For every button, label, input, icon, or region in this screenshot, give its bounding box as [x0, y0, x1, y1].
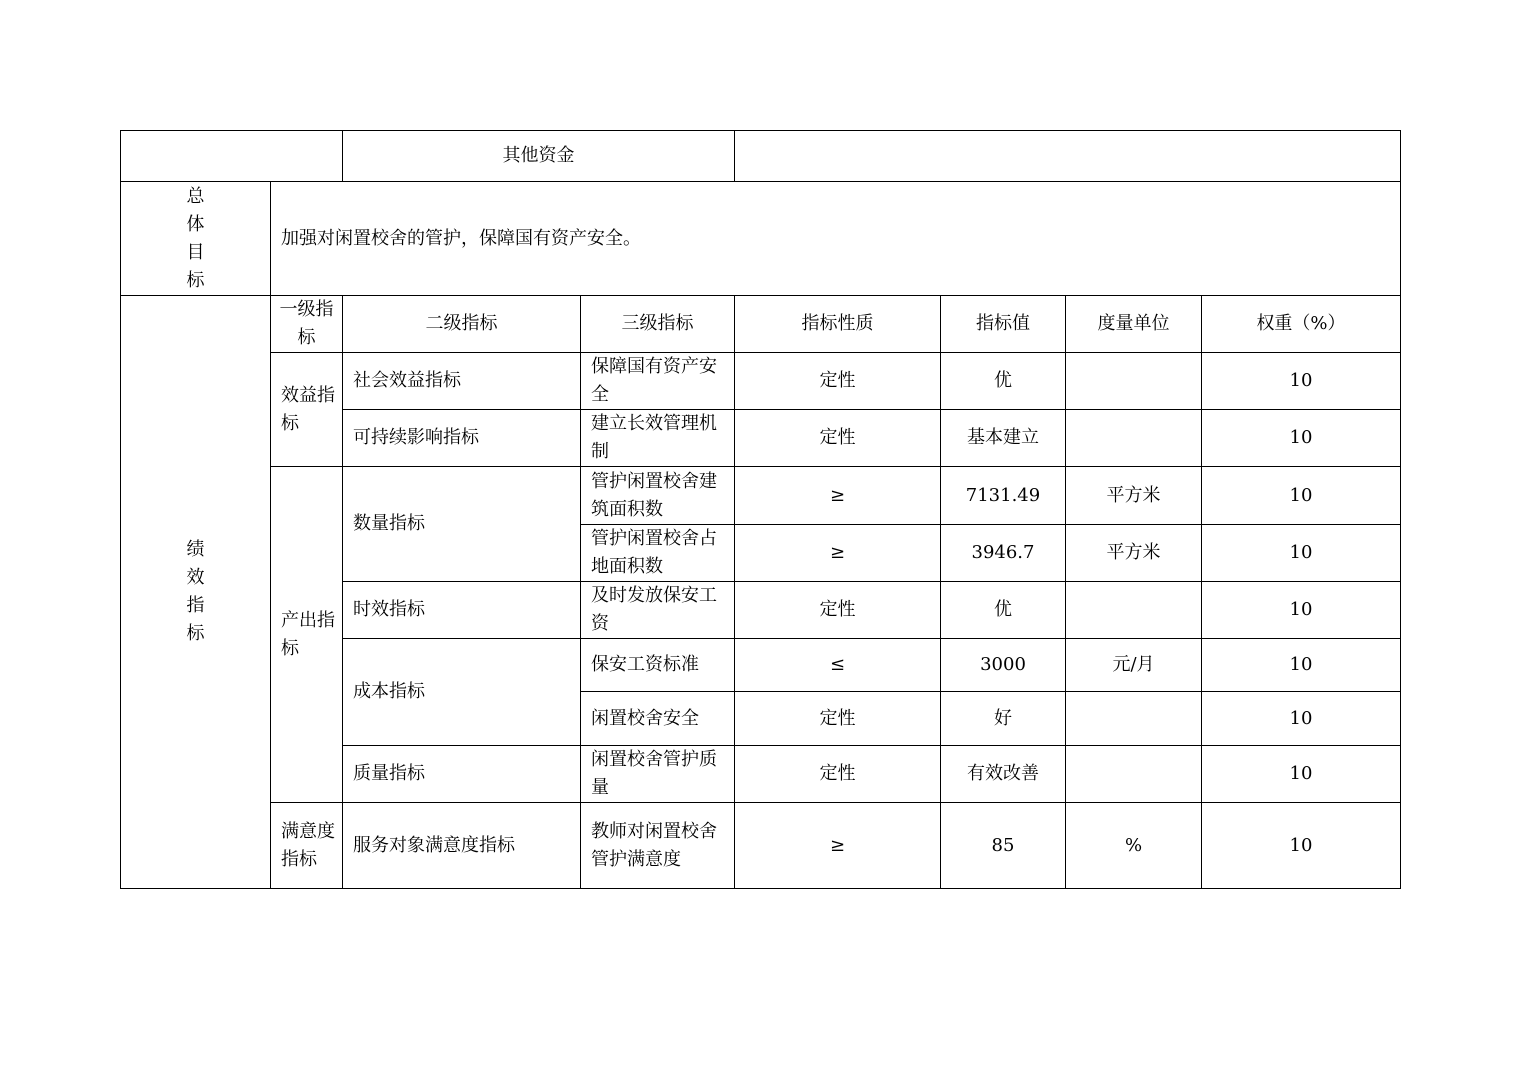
overall-goal-label-char: 体	[186, 213, 205, 235]
value-cell: 优	[941, 582, 1066, 639]
unit-cell: 平方米	[1066, 467, 1202, 525]
unit-cell	[1066, 746, 1202, 803]
table-row	[121, 803, 1401, 889]
unit-cell	[1066, 692, 1202, 746]
overall-goal-label-char: 总	[186, 185, 205, 207]
unit-cell	[1066, 582, 1202, 639]
table-row	[121, 467, 1401, 525]
level3-cell: 及时发放保安工资	[581, 582, 735, 639]
level2-service: 服务对象满意度指标	[343, 803, 581, 889]
performance-table	[120, 130, 1401, 889]
level3-cell: 管护闲置校舍占地面积数	[581, 525, 735, 582]
weight-cell: 10	[1202, 353, 1401, 410]
value-cell: 3946.7	[941, 525, 1066, 582]
performance-label-char: 标	[186, 623, 205, 644]
unit-cell	[1066, 353, 1202, 410]
weight-cell: 10	[1202, 582, 1401, 639]
overall-goal-label-char: 目	[186, 241, 205, 263]
weight-cell: 10	[1202, 410, 1401, 467]
level3-cell: 闲置校舍安全	[581, 692, 735, 746]
funding-empty-cell	[121, 131, 343, 182]
unit-cell: %	[1066, 803, 1202, 889]
overall-goal-label	[121, 182, 271, 296]
table-row	[121, 353, 1401, 410]
level3-cell: 建立长效管理机制	[581, 410, 735, 467]
overall-goal-row	[121, 182, 1401, 296]
level2-social: 社会效益指标	[343, 353, 581, 410]
nature-cell: 定性	[735, 746, 941, 803]
unit-cell	[1066, 410, 1202, 467]
value-cell: 优	[941, 353, 1066, 410]
weight-cell: 10	[1202, 746, 1401, 803]
nature-cell: ≤	[735, 639, 941, 692]
header-unit: 度量单位	[1066, 296, 1202, 353]
level3-cell: 保安工资标准	[581, 639, 735, 692]
value-cell: 好	[941, 692, 1066, 746]
funding-row	[121, 131, 1401, 182]
header-level1: 一级指标	[271, 296, 343, 353]
group-satisfaction: 满意度指标	[271, 803, 343, 889]
nature-cell: ≥	[735, 525, 941, 582]
nature-cell: 定性	[735, 410, 941, 467]
level2-quality: 质量指标	[343, 746, 581, 803]
level3-cell: 保障国有资产安全	[581, 353, 735, 410]
value-cell: 85	[941, 803, 1066, 889]
value-cell: 基本建立	[941, 410, 1066, 467]
value-cell: 3000	[941, 639, 1066, 692]
funding-empty-cell-right	[735, 131, 1401, 182]
performance-label-char: 绩	[186, 539, 205, 560]
level2-sustain: 可持续影响指标	[343, 410, 581, 467]
weight-cell: 10	[1202, 639, 1401, 692]
level2-quantity: 数量指标	[343, 467, 581, 582]
nature-cell: 定性	[735, 582, 941, 639]
unit-cell: 元/月	[1066, 639, 1202, 692]
level3-cell: 教师对闲置校舍管护满意度	[581, 803, 735, 889]
weight-cell: 10	[1202, 467, 1401, 525]
group-output: 产出指标	[271, 467, 343, 803]
weight-cell: 10	[1202, 803, 1401, 889]
overall-goal-label-char: 标	[186, 269, 205, 291]
header-weight: 权重（%）	[1202, 296, 1401, 353]
performance-label-char: 效	[186, 567, 205, 588]
nature-cell: 定性	[735, 353, 941, 410]
weight-cell: 10	[1202, 692, 1401, 746]
nature-cell: ≥	[735, 467, 941, 525]
weight-cell: 10	[1202, 525, 1401, 582]
unit-cell: 平方米	[1066, 525, 1202, 582]
header-level3: 三级指标	[581, 296, 735, 353]
value-cell: 有效改善	[941, 746, 1066, 803]
header-value: 指标值	[941, 296, 1066, 353]
performance-label-char: 指	[186, 595, 205, 616]
level2-timeliness: 时效指标	[343, 582, 581, 639]
nature-cell: 定性	[735, 692, 941, 746]
group-benefit: 效益指标	[271, 353, 343, 467]
overall-goal-text: 加强对闲置校舍的管护，保障国有资产安全。	[271, 182, 1401, 296]
nature-cell: ≥	[735, 803, 941, 889]
header-level2: 二级指标	[343, 296, 581, 353]
header-row	[121, 296, 1401, 353]
header-nature: 指标性质	[735, 296, 941, 353]
performance-label	[121, 296, 271, 889]
level2-cost: 成本指标	[343, 639, 581, 746]
funding-other-label: 其他资金	[343, 131, 735, 182]
level3-cell: 管护闲置校舍建筑面积数	[581, 467, 735, 525]
value-cell: 7131.49	[941, 467, 1066, 525]
level3-cell: 闲置校舍管护质量	[581, 746, 735, 803]
